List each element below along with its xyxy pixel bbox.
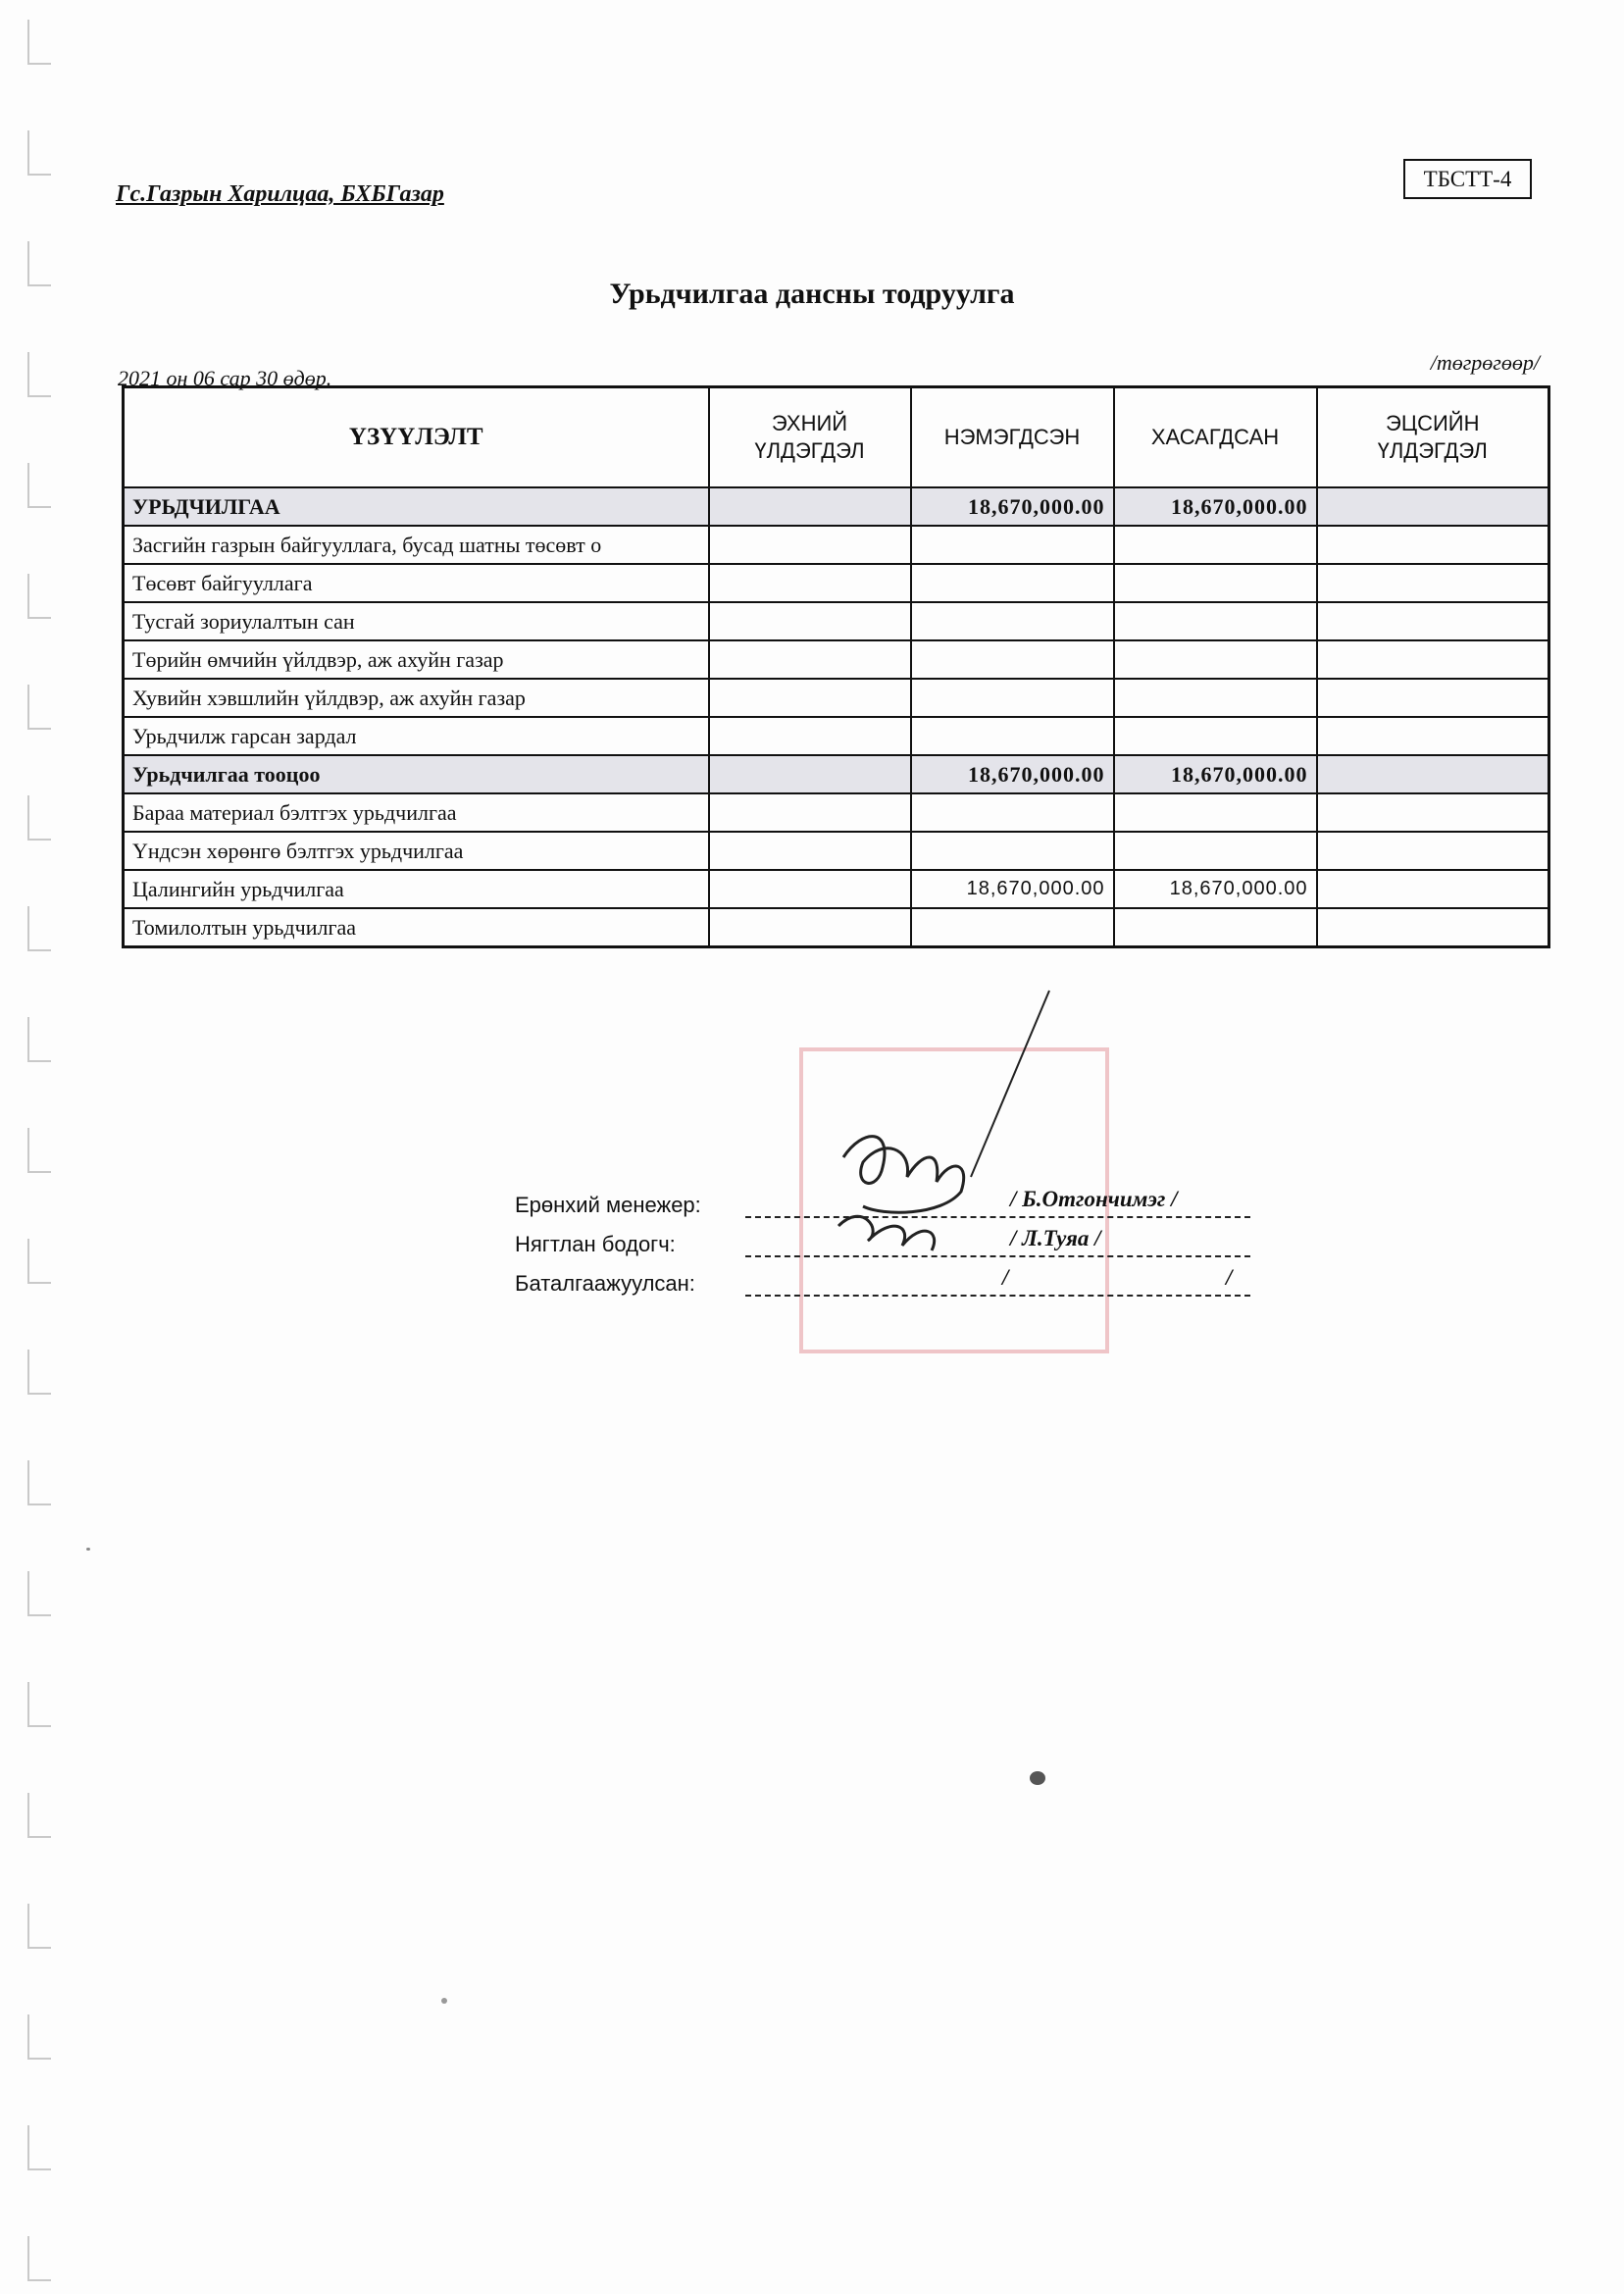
deducted-cell xyxy=(1114,832,1317,870)
opening-balance-cell xyxy=(709,526,911,564)
row-label: Бараа материал бэлтгэх урьдчилгаа xyxy=(124,793,709,832)
added-cell xyxy=(911,526,1114,564)
closing-balance-cell xyxy=(1317,717,1549,755)
table-header-row xyxy=(124,387,1549,488)
row-label: УРЬДЧИЛГАА xyxy=(124,487,709,526)
table-row xyxy=(124,908,1549,947)
deducted-cell xyxy=(1114,908,1317,947)
table-row xyxy=(124,526,1549,564)
accountant-name: / Л.Туяа / xyxy=(1010,1226,1101,1250)
opening-balance-cell xyxy=(709,793,911,832)
deducted-cell xyxy=(1114,564,1317,602)
row-label: Тусгай зориулалтын сан xyxy=(124,602,709,640)
closing-balance-cell xyxy=(1317,908,1549,947)
opening-balance-cell xyxy=(709,832,911,870)
currency-unit: /төгрөгөөр/ xyxy=(1430,350,1540,375)
added-cell xyxy=(911,564,1114,602)
binder-mark xyxy=(27,1460,51,1505)
column-header-closing-line1: ЭЦСИЙН xyxy=(1386,411,1480,435)
signature-row-manager xyxy=(515,1187,1260,1228)
binder-mark xyxy=(27,1350,51,1395)
column-header-opening-line2: ҮЛДЭГДЭЛ xyxy=(754,438,865,463)
closing-balance-cell xyxy=(1317,640,1549,679)
binder-mark xyxy=(27,1239,51,1284)
document-title: Урьдчилгаа дансны тодруулга xyxy=(609,278,1015,310)
opening-balance-cell xyxy=(709,602,911,640)
row-label: Төсөвт байгууллага xyxy=(124,564,709,602)
binder-mark xyxy=(27,574,51,619)
binder-mark xyxy=(27,2236,51,2281)
opening-balance-cell xyxy=(709,755,911,793)
closing-balance-cell xyxy=(1317,793,1549,832)
closing-balance-cell xyxy=(1317,564,1549,602)
table-row xyxy=(124,793,1549,832)
column-header-closing xyxy=(1317,387,1549,488)
row-label: Хувийн хэвшлийн үйлдвэр, аж ахуйн газар xyxy=(124,679,709,717)
added-cell xyxy=(911,602,1114,640)
column-header-indicator: ҮЗҮҮЛЭЛТ xyxy=(124,387,709,488)
row-label: Урьдчилж гарсан зардал xyxy=(124,717,709,755)
deducted-cell: 18,670,000.00 xyxy=(1114,487,1317,526)
row-label: Томилолтын урьдчилгаа xyxy=(124,908,709,947)
binder-mark xyxy=(27,20,51,65)
opening-balance-cell xyxy=(709,487,911,526)
advance-accounts-table xyxy=(122,385,1550,948)
deducted-cell: 18,670,000.00 xyxy=(1114,870,1317,908)
signature-block xyxy=(515,1177,1260,1314)
added-cell xyxy=(911,908,1114,947)
binder-mark xyxy=(27,2125,51,2170)
table-row-subtotal xyxy=(124,487,1549,526)
table-row-subtotal xyxy=(124,755,1549,793)
table-row xyxy=(124,832,1549,870)
scan-speck xyxy=(441,1998,447,2004)
organization-name: Гс.Газрын Харилцаа, БХБГазар xyxy=(116,181,444,207)
verified-name-open: / xyxy=(1002,1265,1009,1290)
binder-mark xyxy=(27,1571,51,1616)
column-header-deducted: ХАСАГДСАН xyxy=(1114,387,1317,488)
scan-speck xyxy=(1030,1771,1045,1785)
column-header-closing-line2: ҮЛДЭГДЭЛ xyxy=(1377,438,1488,463)
added-cell xyxy=(911,793,1114,832)
table-row xyxy=(124,640,1549,679)
table-row xyxy=(124,602,1549,640)
signature-row-verified xyxy=(515,1265,1260,1306)
added-cell xyxy=(911,832,1114,870)
deducted-cell xyxy=(1114,602,1317,640)
signature-line xyxy=(745,1295,1250,1297)
row-label: Цалингийн урьдчилгаа xyxy=(124,870,709,908)
column-header-opening xyxy=(709,387,911,488)
opening-balance-cell xyxy=(709,564,911,602)
binder-mark xyxy=(27,463,51,508)
opening-balance-cell xyxy=(709,717,911,755)
manager-label: Ерөнхий менежер: xyxy=(515,1193,701,1217)
added-cell: 18,670,000.00 xyxy=(911,870,1114,908)
deducted-cell xyxy=(1114,526,1317,564)
deducted-cell xyxy=(1114,640,1317,679)
row-label: Засгийн газрын байгууллага, бусад шатны төсөвт о xyxy=(124,526,709,564)
binder-hole-marks xyxy=(27,0,57,2294)
accountant-label: Нягтлан бодогч: xyxy=(515,1232,676,1256)
signature-line xyxy=(745,1216,1250,1218)
closing-balance-cell xyxy=(1317,755,1549,793)
signature-line xyxy=(745,1255,1250,1257)
scan-speck xyxy=(86,1548,90,1551)
form-code-box: ТБСТТ-4 xyxy=(1403,159,1532,199)
verified-name-close: / xyxy=(1226,1265,1233,1290)
table-body xyxy=(124,487,1549,947)
closing-balance-cell xyxy=(1317,870,1549,908)
column-header-added: НЭМЭГДСЭН xyxy=(911,387,1114,488)
row-label: Үндсэн хөрөнгө бэлтгэх урьдчилгаа xyxy=(124,832,709,870)
closing-balance-cell xyxy=(1317,487,1549,526)
binder-mark xyxy=(27,1017,51,1062)
row-label: Урьдчилгаа тооцоо xyxy=(124,755,709,793)
added-cell xyxy=(911,679,1114,717)
binder-mark xyxy=(27,795,51,841)
closing-balance-cell xyxy=(1317,602,1549,640)
closing-balance-cell xyxy=(1317,832,1549,870)
signature-row-accountant xyxy=(515,1226,1260,1267)
binder-mark xyxy=(27,352,51,397)
verified-label: Баталгаажуулсан: xyxy=(515,1271,695,1296)
binder-mark xyxy=(27,1682,51,1727)
deducted-cell xyxy=(1114,717,1317,755)
closing-balance-cell xyxy=(1317,679,1549,717)
table-row xyxy=(124,679,1549,717)
opening-balance-cell xyxy=(709,679,911,717)
added-cell: 18,670,000.00 xyxy=(911,487,1114,526)
table-row xyxy=(124,717,1549,755)
binder-mark xyxy=(27,1793,51,1838)
added-cell: 18,670,000.00 xyxy=(911,755,1114,793)
binder-mark xyxy=(27,130,51,176)
deducted-cell: 18,670,000.00 xyxy=(1114,755,1317,793)
binder-mark xyxy=(27,1128,51,1173)
closing-balance-cell xyxy=(1317,526,1549,564)
opening-balance-cell xyxy=(709,908,911,947)
added-cell xyxy=(911,640,1114,679)
table-row xyxy=(124,564,1549,602)
binder-mark xyxy=(27,906,51,951)
binder-mark xyxy=(27,2014,51,2060)
deducted-cell xyxy=(1114,679,1317,717)
binder-mark xyxy=(27,685,51,730)
table-row xyxy=(124,870,1549,908)
binder-mark xyxy=(27,1904,51,1949)
opening-balance-cell xyxy=(709,870,911,908)
added-cell xyxy=(911,717,1114,755)
row-label: Төрийн өмчийн үйлдвэр, аж ахуйн газар xyxy=(124,640,709,679)
manager-name: / Б.Отгончимэг / xyxy=(1010,1187,1178,1211)
report-date: 2021 он 06 сар 30 өдөр. xyxy=(118,366,332,390)
column-header-opening-line1: ЭХНИЙ xyxy=(771,411,848,435)
deducted-cell xyxy=(1114,793,1317,832)
opening-balance-cell xyxy=(709,640,911,679)
